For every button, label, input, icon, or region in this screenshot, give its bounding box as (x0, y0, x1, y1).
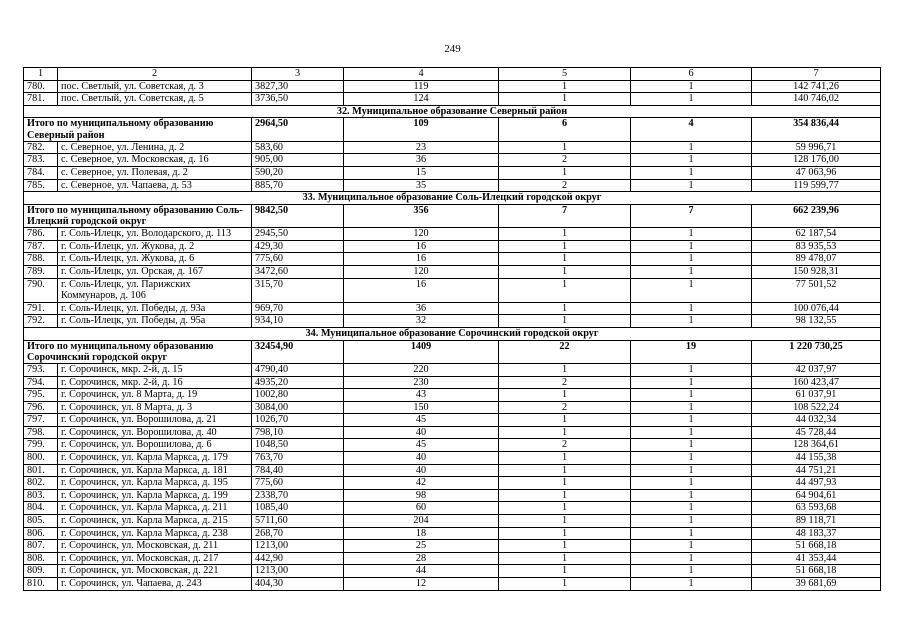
row-residents: 150 (344, 401, 499, 414)
row-residents: 98 (344, 489, 499, 502)
row-address: г. Сорочинск, ул. Ворошилова, д. 6 (58, 439, 252, 452)
column-header: 1 (24, 68, 58, 81)
row-area: 969,70 (252, 302, 344, 315)
row-residents: 32 (344, 315, 499, 328)
row-area: 5711,60 (252, 515, 344, 528)
row-cost: 140 746,02 (752, 93, 881, 106)
row-floors: 1 (499, 515, 631, 528)
row-residents: 16 (344, 278, 499, 302)
row-cost: 41 353,44 (752, 552, 881, 565)
row-cost: 62 187,54 (752, 228, 881, 241)
row-residents: 220 (344, 363, 499, 376)
row-area: 3827,30 (252, 80, 344, 93)
row-residents: 43 (344, 389, 499, 402)
row-cost: 89 478,07 (752, 253, 881, 266)
row-cost: 44 751,21 (752, 464, 881, 477)
table-row (24, 527, 881, 540)
row-area: 3736,50 (252, 93, 344, 106)
row-number: 801. (24, 464, 58, 477)
row-cost: 64 904,61 (752, 489, 881, 502)
row-area: 2338,70 (252, 489, 344, 502)
total-floors: 7 (499, 204, 631, 227)
table-row (24, 240, 881, 253)
row-number: 808. (24, 552, 58, 565)
total-sections: 4 (631, 118, 752, 141)
row-sections: 1 (631, 401, 752, 414)
row-residents: 119 (344, 80, 499, 93)
row-residents: 230 (344, 376, 499, 389)
row-area: 1213,00 (252, 565, 344, 578)
row-number: 802. (24, 477, 58, 490)
row-sections: 1 (631, 93, 752, 106)
row-sections: 1 (631, 179, 752, 192)
row-cost: 51 668,18 (752, 565, 881, 578)
table-row (24, 141, 881, 154)
row-address: г. Сорочинск, ул. Московская, д. 217 (58, 552, 252, 565)
row-sections: 1 (631, 578, 752, 591)
row-floors: 1 (499, 527, 631, 540)
row-number: 788. (24, 253, 58, 266)
row-residents: 42 (344, 477, 499, 490)
total-area: 32454,90 (252, 340, 344, 363)
row-floors: 1 (499, 253, 631, 266)
row-sections: 1 (631, 489, 752, 502)
row-floors: 1 (499, 265, 631, 278)
row-floors: 2 (499, 154, 631, 167)
row-floors: 2 (499, 179, 631, 192)
table-row (24, 426, 881, 439)
row-address: с. Северное, ул. Полевая, д. 2 (58, 166, 252, 179)
row-address: г. Сорочинск, мкр. 2-й, д. 15 (58, 363, 252, 376)
table-row (24, 376, 881, 389)
row-floors: 1 (499, 552, 631, 565)
row-cost: 45 728,44 (752, 426, 881, 439)
row-floors: 1 (499, 389, 631, 402)
row-number: 783. (24, 154, 58, 167)
table-row (24, 228, 881, 241)
total-cost: 1 220 730,25 (752, 340, 881, 363)
table-row (24, 253, 881, 266)
row-area: 934,10 (252, 315, 344, 328)
row-floors: 1 (499, 426, 631, 439)
row-sections: 1 (631, 426, 752, 439)
row-cost: 100 076,44 (752, 302, 881, 315)
table-row (24, 515, 881, 528)
row-address: г. Сорочинск, мкр. 2-й, д. 16 (58, 376, 252, 389)
table-row (24, 80, 881, 93)
row-residents: 12 (344, 578, 499, 591)
row-area: 775,60 (252, 477, 344, 490)
row-sections: 1 (631, 477, 752, 490)
row-floors: 1 (499, 93, 631, 106)
row-address: г. Сорочинск, ул. Московская, д. 221 (58, 565, 252, 578)
table-row (24, 414, 881, 427)
row-address: г. Сорочинск, ул. Карла Маркса, д. 181 (58, 464, 252, 477)
column-header: 2 (58, 68, 252, 81)
column-header: 5 (499, 68, 631, 81)
row-cost: 59 996,71 (752, 141, 881, 154)
row-area: 1213,00 (252, 540, 344, 553)
row-address: г. Сорочинск, ул. Карла Маркса, д. 238 (58, 527, 252, 540)
row-address: г. Сорочинск, ул. Московская, д. 211 (58, 540, 252, 553)
row-address: г. Сорочинск, ул. Ворошилова, д. 21 (58, 414, 252, 427)
row-residents: 120 (344, 228, 499, 241)
row-floors: 1 (499, 464, 631, 477)
row-sections: 1 (631, 502, 752, 515)
table-row (24, 363, 881, 376)
row-sections: 1 (631, 315, 752, 328)
row-address: с. Северное, ул. Чапаева, д. 53 (58, 179, 252, 192)
table-row (24, 502, 881, 515)
total-label: Итого по муниципальному образованию Северный район (24, 118, 252, 141)
table-row (24, 540, 881, 553)
table-row (24, 166, 881, 179)
row-cost: 47 063,96 (752, 166, 881, 179)
row-residents: 45 (344, 439, 499, 452)
row-residents: 16 (344, 240, 499, 253)
row-cost: 119 599,77 (752, 179, 881, 192)
row-number: 789. (24, 265, 58, 278)
row-floors: 1 (499, 166, 631, 179)
row-sections: 1 (631, 166, 752, 179)
total-label: Итого по муниципальному образованию Сорочинский городской округ (24, 340, 252, 363)
row-sections: 1 (631, 414, 752, 427)
row-residents: 45 (344, 414, 499, 427)
row-sections: 1 (631, 302, 752, 315)
row-address: г. Сорочинск, ул. 8 Марта, д. 19 (58, 389, 252, 402)
row-floors: 1 (499, 477, 631, 490)
row-number: 798. (24, 426, 58, 439)
table-row (24, 578, 881, 591)
row-number: 786. (24, 228, 58, 241)
row-residents: 15 (344, 166, 499, 179)
row-floors: 1 (499, 228, 631, 241)
row-floors: 1 (499, 540, 631, 553)
row-floors: 1 (499, 363, 631, 376)
row-area: 885,70 (252, 179, 344, 192)
row-address: г. Сорочинск, ул. Ворошилова, д. 40 (58, 426, 252, 439)
row-address: г. Сорочинск, ул. 8 Марта, д. 3 (58, 401, 252, 414)
row-sections: 1 (631, 515, 752, 528)
row-residents: 44 (344, 565, 499, 578)
total-floors: 22 (499, 340, 631, 363)
row-number: 780. (24, 80, 58, 93)
section-title: 33. Муниципальное образование Соль-Илецкий городской округ (24, 192, 881, 205)
total-area: 2964,50 (252, 118, 344, 141)
row-sections: 1 (631, 228, 752, 241)
row-sections: 1 (631, 464, 752, 477)
row-residents: 40 (344, 452, 499, 465)
row-number: 803. (24, 489, 58, 502)
row-address: г. Сорочинск, ул. Карла Маркса, д. 195 (58, 477, 252, 490)
row-number: 787. (24, 240, 58, 253)
row-address: г. Сорочинск, ул. Чапаева, д. 243 (58, 578, 252, 591)
row-floors: 1 (499, 315, 631, 328)
table-row (24, 477, 881, 490)
row-number: 797. (24, 414, 58, 427)
row-area: 798,10 (252, 426, 344, 439)
row-cost: 89 118,71 (752, 515, 881, 528)
row-address: г. Соль-Илецк, ул. Победы, д. 93а (58, 302, 252, 315)
row-cost: 108 522,24 (752, 401, 881, 414)
row-sections: 1 (631, 253, 752, 266)
row-floors: 2 (499, 401, 631, 414)
row-address: г. Соль-Илецк, ул. Орская, д. 167 (58, 265, 252, 278)
table-row (24, 315, 881, 328)
row-address: г. Соль-Илецк, ул. Жукова, д. 6 (58, 253, 252, 266)
total-label: Итого по муниципальному образованию Соль-Илецкий городской округ (24, 204, 252, 227)
row-cost: 61 037,91 (752, 389, 881, 402)
row-number: 795. (24, 389, 58, 402)
row-address: с. Северное, ул. Московская, д. 16 (58, 154, 252, 167)
row-number: 793. (24, 363, 58, 376)
section-title: 34. Муниципальное образование Сорочинский городской округ (24, 327, 881, 340)
row-number: 804. (24, 502, 58, 515)
row-sections: 1 (631, 565, 752, 578)
row-residents: 40 (344, 426, 499, 439)
page-number: 249 (444, 43, 461, 55)
row-sections: 1 (631, 376, 752, 389)
row-residents: 40 (344, 464, 499, 477)
row-number: 810. (24, 578, 58, 591)
row-sections: 1 (631, 389, 752, 402)
row-sections: 1 (631, 439, 752, 452)
section-header-row (24, 105, 881, 118)
row-area: 905,00 (252, 154, 344, 167)
row-floors: 1 (499, 240, 631, 253)
total-residents: 109 (344, 118, 499, 141)
table-row (24, 265, 881, 278)
table-row (24, 464, 881, 477)
row-floors: 1 (499, 302, 631, 315)
row-sections: 1 (631, 552, 752, 565)
row-address: г. Сорочинск, ул. Карла Маркса, д. 215 (58, 515, 252, 528)
row-residents: 16 (344, 253, 499, 266)
row-residents: 18 (344, 527, 499, 540)
row-residents: 124 (344, 93, 499, 106)
table-row (24, 93, 881, 106)
table-row (24, 179, 881, 192)
row-cost: 83 935,53 (752, 240, 881, 253)
row-cost: 128 176,00 (752, 154, 881, 167)
row-residents: 25 (344, 540, 499, 553)
row-area: 3472,60 (252, 265, 344, 278)
row-floors: 1 (499, 414, 631, 427)
row-floors: 1 (499, 578, 631, 591)
row-area: 763,70 (252, 452, 344, 465)
row-residents: 60 (344, 502, 499, 515)
row-sections: 1 (631, 265, 752, 278)
total-residents: 1409 (344, 340, 499, 363)
row-floors: 1 (499, 565, 631, 578)
row-area: 442,90 (252, 552, 344, 565)
row-cost: 48 183,37 (752, 527, 881, 540)
row-floors: 1 (499, 489, 631, 502)
row-number: 800. (24, 452, 58, 465)
row-residents: 23 (344, 141, 499, 154)
row-sections: 1 (631, 278, 752, 302)
row-number: 792. (24, 315, 58, 328)
row-address: г. Сорочинск, ул. Карла Маркса, д. 211 (58, 502, 252, 515)
row-sections: 1 (631, 452, 752, 465)
table-row (24, 401, 881, 414)
column-number-row (24, 68, 881, 81)
row-residents: 36 (344, 302, 499, 315)
row-number: 781. (24, 93, 58, 106)
row-number: 805. (24, 515, 58, 528)
total-residents: 356 (344, 204, 499, 227)
table-row (24, 452, 881, 465)
row-number: 807. (24, 540, 58, 553)
total-floors: 6 (499, 118, 631, 141)
row-area: 4935,20 (252, 376, 344, 389)
row-number: 809. (24, 565, 58, 578)
column-header: 3 (252, 68, 344, 81)
table-row (24, 302, 881, 315)
row-number: 794. (24, 376, 58, 389)
row-cost: 39 681,69 (752, 578, 881, 591)
row-address: г. Соль-Илецк, ул. Володарского, д. 113 (58, 228, 252, 241)
row-area: 4790,40 (252, 363, 344, 376)
row-area: 3084,00 (252, 401, 344, 414)
row-number: 806. (24, 527, 58, 540)
row-number: 785. (24, 179, 58, 192)
table-row (24, 552, 881, 565)
row-sections: 1 (631, 363, 752, 376)
row-floors: 1 (499, 141, 631, 154)
row-sections: 1 (631, 540, 752, 553)
row-area: 1002,80 (252, 389, 344, 402)
row-cost: 142 741,26 (752, 80, 881, 93)
row-floors: 1 (499, 502, 631, 515)
table-row (24, 439, 881, 452)
section-header-row (24, 192, 881, 205)
row-sections: 1 (631, 80, 752, 93)
row-area: 1085,40 (252, 502, 344, 515)
row-area: 2945,50 (252, 228, 344, 241)
row-residents: 204 (344, 515, 499, 528)
row-area: 775,60 (252, 253, 344, 266)
row-floors: 1 (499, 452, 631, 465)
row-floors: 2 (499, 376, 631, 389)
total-sections: 19 (631, 340, 752, 363)
row-residents: 36 (344, 154, 499, 167)
row-cost: 51 668,18 (752, 540, 881, 553)
table-row (24, 565, 881, 578)
table-row (24, 489, 881, 502)
row-cost: 77 501,52 (752, 278, 881, 302)
row-sections: 1 (631, 141, 752, 154)
row-address: г. Сорочинск, ул. Карла Маркса, д. 179 (58, 452, 252, 465)
table-row (24, 389, 881, 402)
row-address: г. Сорочинск, ул. Карла Маркса, д. 199 (58, 489, 252, 502)
row-residents: 28 (344, 552, 499, 565)
row-address: г. Соль-Илецк, ул. Жукова, д. 2 (58, 240, 252, 253)
row-cost: 150 928,31 (752, 265, 881, 278)
row-residents: 35 (344, 179, 499, 192)
section-header-row (24, 327, 881, 340)
row-cost: 44 497,93 (752, 477, 881, 490)
total-row (24, 340, 881, 363)
total-sections: 7 (631, 204, 752, 227)
row-area: 404,30 (252, 578, 344, 591)
row-floors: 1 (499, 80, 631, 93)
row-area: 315,70 (252, 278, 344, 302)
row-area: 1026,70 (252, 414, 344, 427)
row-number: 799. (24, 439, 58, 452)
row-area: 268,70 (252, 527, 344, 540)
row-sections: 1 (631, 527, 752, 540)
row-number: 796. (24, 401, 58, 414)
row-number: 782. (24, 141, 58, 154)
row-area: 429,30 (252, 240, 344, 253)
column-header: 6 (631, 68, 752, 81)
table-body (24, 68, 881, 591)
row-floors: 2 (499, 439, 631, 452)
row-area: 590,20 (252, 166, 344, 179)
table-row (24, 154, 881, 167)
table-row (24, 278, 881, 302)
row-area: 784,40 (252, 464, 344, 477)
row-sections: 1 (631, 154, 752, 167)
row-cost: 128 364,61 (752, 439, 881, 452)
row-number: 784. (24, 166, 58, 179)
row-sections: 1 (631, 240, 752, 253)
row-cost: 44 155,38 (752, 452, 881, 465)
row-cost: 63 593,68 (752, 502, 881, 515)
column-header: 4 (344, 68, 499, 81)
row-area: 583,60 (252, 141, 344, 154)
row-number: 790. (24, 278, 58, 302)
column-header: 7 (752, 68, 881, 81)
row-cost: 44 032,34 (752, 414, 881, 427)
total-row (24, 204, 881, 227)
row-number: 791. (24, 302, 58, 315)
row-floors: 1 (499, 278, 631, 302)
total-cost: 354 836,44 (752, 118, 881, 141)
total-row (24, 118, 881, 141)
row-residents: 120 (344, 265, 499, 278)
row-address: г. Соль-Илецк, ул. Парижских Коммунаров, д. 106 (58, 278, 252, 302)
section-title: 32. Муниципальное образование Северный район (24, 105, 881, 118)
row-address: с. Северное, ул. Ленина, д. 2 (58, 141, 252, 154)
row-address: г. Соль-Илецк, ул. Победы, д. 95а (58, 315, 252, 328)
row-cost: 160 423,47 (752, 376, 881, 389)
housing-register-table (23, 67, 881, 591)
row-cost: 42 037,97 (752, 363, 881, 376)
row-address: пос. Светлый, ул. Советская, д. 3 (58, 80, 252, 93)
row-address: пос. Светлый, ул. Советская, д. 5 (58, 93, 252, 106)
row-cost: 98 132,55 (752, 315, 881, 328)
total-area: 9842,50 (252, 204, 344, 227)
row-area: 1048,50 (252, 439, 344, 452)
total-cost: 662 239,96 (752, 204, 881, 227)
